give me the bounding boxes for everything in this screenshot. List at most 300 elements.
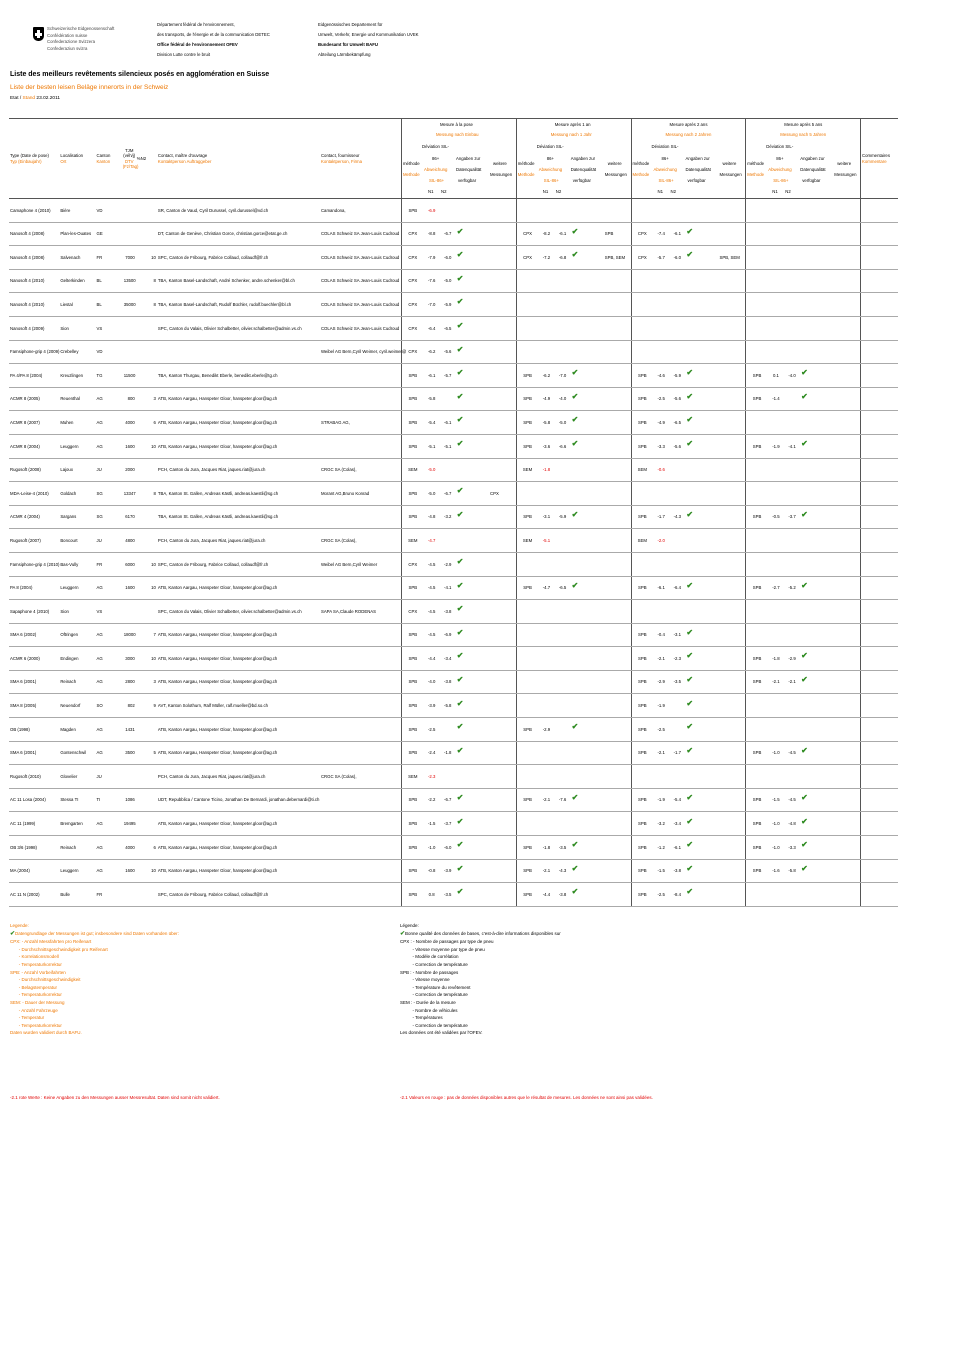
col-location: Localisation Ort xyxy=(59,119,95,199)
cell-quality xyxy=(685,576,718,600)
table-row xyxy=(9,576,898,600)
cell-further xyxy=(833,765,860,789)
cell-n1: -1.9 xyxy=(653,694,669,718)
cell-further xyxy=(604,316,631,340)
cell-method: SPB xyxy=(401,718,423,742)
col-tjm: TJM (véh/j) DTV (Fz/Tag) xyxy=(123,119,136,199)
cell-n2: -6.5 xyxy=(554,576,570,600)
cell-quality xyxy=(800,340,833,364)
cell-method: SPB xyxy=(401,883,423,907)
cell-method xyxy=(746,623,768,647)
data-quality-label: Angaben zur xyxy=(800,156,825,161)
cell-n2 xyxy=(669,718,685,742)
cell-method: SPB xyxy=(631,859,653,883)
cell-quality xyxy=(571,741,604,765)
cell-pn2 xyxy=(136,718,157,742)
cell-contact-supplier xyxy=(320,859,402,883)
cell-n2: -4.3 xyxy=(554,859,570,883)
cell-quality xyxy=(800,765,833,789)
cell-n2: -4.1 xyxy=(440,576,456,600)
cell-canton: TI xyxy=(96,788,123,812)
cell-method xyxy=(631,482,653,506)
cell-canton: VS xyxy=(96,316,123,340)
cell-contact: ATB, Kanton Aargau, Hanspeter Gloor, hanspeter.gloor@ag.ch xyxy=(157,411,320,435)
cell-method xyxy=(516,340,538,364)
cell-quality xyxy=(456,199,489,223)
cell-method xyxy=(631,293,653,317)
cell-contact: TBA, Kanton Basel-Landschaft, André Schenker, andre.schenker@bl.ch xyxy=(157,269,320,293)
legend-line: - Durchschnittsgeschwindigkeit xyxy=(10,977,81,983)
cell-further xyxy=(833,647,860,671)
cell-n1 xyxy=(538,340,554,364)
cell-further xyxy=(489,505,516,529)
cell-n1 xyxy=(768,694,784,718)
cell-contact-supplier xyxy=(320,788,402,812)
cell-further xyxy=(489,670,516,694)
cell-method: SPB xyxy=(401,364,423,388)
cell-further xyxy=(719,576,746,600)
cell-n1 xyxy=(653,293,669,317)
cell-contact-supplier: COLAS Schweiz SA Jean-Louis Cudroud xyxy=(320,246,402,270)
cell-type: Nanosoft 4 (2008) xyxy=(9,222,59,246)
cell-quality xyxy=(456,411,489,435)
cell-n2 xyxy=(554,765,570,789)
cell-n1: -4.8 xyxy=(424,505,440,529)
cell-method: SPB xyxy=(401,576,423,600)
check-icon: ✔ xyxy=(400,930,406,937)
cell-further xyxy=(489,623,516,647)
cell-n2 xyxy=(784,340,800,364)
cell-method: SEM xyxy=(401,765,423,789)
cell-location: Muhen xyxy=(59,411,95,435)
cell-n1: -1.5 xyxy=(653,859,669,883)
cell-n2 xyxy=(784,269,800,293)
cell-quality xyxy=(685,718,718,742)
check-icon: ✔ xyxy=(686,439,694,449)
cell-n2 xyxy=(784,718,800,742)
cell-comment xyxy=(861,246,898,270)
cell-further xyxy=(604,788,631,812)
group-1 xyxy=(516,119,631,199)
cell-further xyxy=(489,718,516,742)
cell-further xyxy=(489,316,516,340)
cell-quality xyxy=(800,647,833,671)
cell-quality xyxy=(800,741,833,765)
check-icon: ✔ xyxy=(686,840,694,850)
n1-label: N1 xyxy=(657,189,663,194)
cell-n2 xyxy=(669,316,685,340)
swiss-cross-icon xyxy=(33,27,44,41)
cell-tjm xyxy=(123,883,136,907)
cell-further xyxy=(833,788,860,812)
legend-line: - Températures xyxy=(400,1015,443,1021)
cell-type: ACMR 6 (2000) xyxy=(9,647,59,671)
check-icon: ✔ xyxy=(10,930,16,937)
cell-canton: AG xyxy=(96,647,123,671)
cell-quality xyxy=(456,316,489,340)
cell-n2: -6.7 xyxy=(440,788,456,812)
cell-type: AC 11 (1999) xyxy=(9,812,59,836)
cell-comment xyxy=(861,623,898,647)
cell-method: CPX xyxy=(401,269,423,293)
cell-method: SEM xyxy=(516,458,538,482)
cell-further xyxy=(833,246,860,270)
cell-n2 xyxy=(784,246,800,270)
check-icon: ✔ xyxy=(571,250,579,260)
cell-pn2 xyxy=(136,529,157,553)
cell-n1 xyxy=(653,269,669,293)
cell-further xyxy=(489,576,516,600)
cell-quality xyxy=(571,340,604,364)
group-title-fr: Mesure après 5 ans xyxy=(784,122,823,127)
legend-line: - Correction de température xyxy=(400,961,468,967)
legend-line: - Vitesse moyenne par type de pneu xyxy=(400,946,485,952)
cell-n1: -1.9 xyxy=(768,434,784,458)
cell-canton: AG xyxy=(96,859,123,883)
cell-comment xyxy=(861,364,898,388)
cell-contact-supplier xyxy=(320,836,402,860)
cell-n2: -6.0 xyxy=(440,246,456,270)
cell-n1: -0.8 xyxy=(424,859,440,883)
cell-n2: -5.1 xyxy=(440,434,456,458)
sil86-label: 86+ xyxy=(431,156,440,161)
cell-quality xyxy=(685,859,718,883)
cell-further xyxy=(719,340,746,364)
cell-method xyxy=(631,199,653,223)
cell-further: SPB, SEM xyxy=(604,246,631,270)
cell-n1: -2.1 xyxy=(538,859,554,883)
cell-n2: -5.9 xyxy=(554,505,570,529)
cell-canton: AG xyxy=(96,836,123,860)
cell-quality xyxy=(685,199,718,223)
cell-method xyxy=(746,552,768,576)
cell-method xyxy=(516,316,538,340)
cell-n1: 0.8 xyxy=(424,883,440,907)
cell-further: SPB, SEM xyxy=(719,246,746,270)
cell-n1 xyxy=(653,340,669,364)
cell-n1: -7.6 xyxy=(424,269,440,293)
cell-further xyxy=(604,387,631,411)
cell-n1 xyxy=(768,293,784,317)
check-icon: ✔ xyxy=(571,792,579,802)
check-icon: ✔ xyxy=(456,863,464,873)
sil86-label-de: SIL-86+ xyxy=(428,178,445,183)
data-quality-label: Angaben zur xyxy=(685,156,710,161)
cell-further xyxy=(604,859,631,883)
cell-further xyxy=(833,316,860,340)
cell-n2 xyxy=(669,694,685,718)
cell-canton: AG xyxy=(96,576,123,600)
cell-type: MDA-Leise-4 (2010) xyxy=(9,482,59,506)
cell-comment xyxy=(861,293,898,317)
cell-n2 xyxy=(554,316,570,340)
cell-n1: -7.0 xyxy=(424,293,440,317)
cell-further xyxy=(489,293,516,317)
cell-n1: -2.5 xyxy=(653,387,669,411)
table-row xyxy=(9,269,898,293)
cell-pn2: 3 xyxy=(136,670,157,694)
cell-quality xyxy=(571,718,604,742)
cell-further xyxy=(833,552,860,576)
check-icon: ✔ xyxy=(686,722,694,732)
cell-comment xyxy=(861,505,898,529)
cell-n1: -5.1 xyxy=(424,434,440,458)
cell-further xyxy=(604,670,631,694)
cell-comment xyxy=(861,788,898,812)
cell-method: SPB xyxy=(631,505,653,529)
cell-pn2 xyxy=(136,883,157,907)
data-quality-label: Angaben zur xyxy=(570,156,596,161)
legend-line: SPB : - Nombre de passages xyxy=(400,969,459,975)
cell-further xyxy=(833,293,860,317)
cell-n1 xyxy=(538,765,554,789)
method-label-de: Methode xyxy=(517,172,535,177)
cell-pn2 xyxy=(136,505,157,529)
cell-contact: ATB, Kanton Aargau, Hanspeter Gloor, hanspeter.gloor@ag.ch xyxy=(157,623,320,647)
table-row xyxy=(9,883,898,907)
cell-n1: -2.1 xyxy=(538,788,554,812)
cell-further xyxy=(604,765,631,789)
cell-comment xyxy=(861,859,898,883)
cell-n2 xyxy=(784,694,800,718)
cell-n1 xyxy=(768,883,784,907)
cell-pn2: 5 xyxy=(136,741,157,765)
cell-n1 xyxy=(768,600,784,624)
cell-type: Rugosoft (2010) xyxy=(9,765,59,789)
cell-n2: -4.3 xyxy=(669,505,685,529)
cell-quality xyxy=(800,387,833,411)
cell-pn2: 10 xyxy=(136,647,157,671)
cell-further xyxy=(604,883,631,907)
check-icon: ✔ xyxy=(456,698,464,708)
cell-canton: AG xyxy=(96,670,123,694)
cell-contact-supplier xyxy=(320,670,402,694)
cell-quality xyxy=(685,364,718,388)
check-icon: ✔ xyxy=(686,368,694,378)
cell-location: Reinach xyxy=(59,836,95,860)
cell-quality xyxy=(800,364,833,388)
cell-n2: -4.8 xyxy=(784,812,800,836)
cell-n2: -4.0 xyxy=(784,364,800,388)
department-de: Eidgenössisches Departement für Umwelt, Verkehr, Energie und Kommunikation UVEK Bundesamt für Umwelt BAFU Abteilung Lärmbekämpfung xyxy=(318,22,419,57)
legend-line: - Correction de température xyxy=(400,1022,468,1028)
cell-n1 xyxy=(538,670,554,694)
table-row xyxy=(9,552,898,576)
cell-n2: -3.1 xyxy=(669,623,685,647)
cell-quality xyxy=(571,316,604,340)
cell-n2: -6.9 xyxy=(440,623,456,647)
deviation-label-de: Abweichung xyxy=(538,167,563,172)
check-icon: ✔ xyxy=(571,840,579,850)
cell-canton: BL xyxy=(96,269,123,293)
legend-de: Legende: ✔Datengrundlage der Messungen ist gut; insbesondere sind Daten vorhanden über: CPX: - Anzahl Messfahrten pro Reifenart - Durchschnittsgeschwindigkeit pro Reifenart - Korrelationsmodell - Temperaturkorrektur SPB: - Anzahl Vorbeifahrten - Durchschnittsgeschwindigkeit - Belagstemperatur - Temperaturkorrektur SEM: - Dauer der Messung - Anzahl Fahrzeuge - Temperatur - Temperaturkorrektur Daten wurden validiert durch BAFU. xyxy=(10,923,179,1036)
cell-further xyxy=(719,434,746,458)
legend-fr: Légende: ✔Bonne qualité des données de bases, c'est-à-dire informations disponibles sur CPX : - Nombre de passages par type de pneu - Vitesse moyenne par type de pneu - Modèle de corrélation - Correction de température SPB : - Nombre de passages - Vitesse moyenne - Température du revêtement - Correction de température SEM : - Durée de la mesure - Nombre de véhicules - Températures - Correction de température Les données ont été validées par l'OFEV. xyxy=(400,923,561,1036)
cell-method: CPX xyxy=(401,316,423,340)
cell-contact-supplier xyxy=(320,741,402,765)
cell-n1 xyxy=(653,552,669,576)
check-icon: ✔ xyxy=(801,840,808,850)
cell-contact-supplier: Morant AG,Bruno Konrad xyxy=(320,482,402,506)
cell-n1: -5.4 xyxy=(424,411,440,435)
cell-n1: -1.8 xyxy=(768,647,784,671)
cell-location: Reuenthal xyxy=(59,387,95,411)
method-label-de: Methode xyxy=(632,172,650,177)
cell-quality xyxy=(800,293,833,317)
cell-further xyxy=(489,552,516,576)
department-fr: Département fédéral de l'environnement, des transports, de l'énergie et de la communication DETEC Office fédéral de l'environnement OFEV Division Lutte contre le bruit xyxy=(157,22,270,57)
cell-contact-supplier: COLAS Schweiz SA Jean-Louis Cudroud xyxy=(320,293,402,317)
cell-further xyxy=(604,482,631,506)
data-quality-label: verfügbar xyxy=(802,178,821,183)
cell-tjm xyxy=(123,316,136,340)
cell-further xyxy=(489,600,516,624)
legend-line: - Anzahl Fahrzeuge xyxy=(10,1007,58,1013)
cell-further xyxy=(833,623,860,647)
cell-further xyxy=(833,434,860,458)
cell-quality xyxy=(456,529,489,553)
cell-n1: -1.0 xyxy=(768,836,784,860)
cell-contact: PCH, Canton du Jura, Jacques Riat, jaques.riat@jura.ch xyxy=(157,458,320,482)
cell-n1: -3.9 xyxy=(424,694,440,718)
cell-n1: -4.5 xyxy=(424,576,440,600)
cell-method: SPB xyxy=(401,505,423,529)
check-icon: ✔ xyxy=(686,745,694,755)
cell-pn2: 10 xyxy=(136,434,157,458)
cell-further xyxy=(833,670,860,694)
cell-n2 xyxy=(554,269,570,293)
cell-method xyxy=(746,316,768,340)
cell-pn2 xyxy=(136,340,157,364)
check-icon: ✔ xyxy=(456,651,464,661)
cell-method xyxy=(516,293,538,317)
cell-n1: -0.4 xyxy=(653,623,669,647)
table-row xyxy=(9,364,898,388)
cell-contact-supplier: STRABAG AG, xyxy=(320,411,402,435)
cell-location: Bière xyxy=(59,199,95,223)
check-icon: ✔ xyxy=(686,887,694,897)
cell-n1: -4.7 xyxy=(538,576,554,600)
legend-line: - Temperaturkorrektur xyxy=(10,961,62,967)
cell-n1: -1.8 xyxy=(538,458,554,482)
cell-further xyxy=(719,293,746,317)
cell-contact: SPC, Canton du Valais, Olivier Schalbetter, olivier.schalbetter@admin.vs.ch xyxy=(157,316,320,340)
cell-contact xyxy=(157,340,320,364)
cell-n2: -6.1 xyxy=(440,411,456,435)
cell-location: Bulle xyxy=(59,883,95,907)
cell-n1: -2.1 xyxy=(653,741,669,765)
cell-n2: -6.1 xyxy=(554,222,570,246)
cell-quality xyxy=(685,505,718,529)
cell-location: Bas-Vully xyxy=(59,552,95,576)
cell-quality xyxy=(685,458,718,482)
check-icon: ✔ xyxy=(456,745,464,755)
cell-quality xyxy=(456,694,489,718)
data-quality-label: Datenqualität xyxy=(685,167,711,172)
cell-location: Reinach xyxy=(59,670,95,694)
cell-n1: -2.1 xyxy=(768,670,784,694)
cell-n1: -4.5 xyxy=(424,623,440,647)
cell-tjm: 1431 xyxy=(123,718,136,742)
cell-further xyxy=(719,812,746,836)
check-icon: ✔ xyxy=(456,792,464,802)
table-row xyxy=(9,812,898,836)
cell-method xyxy=(746,600,768,624)
sil86-label-de: SIL-86+ xyxy=(658,178,674,183)
cell-n1 xyxy=(768,222,784,246)
cell-contact: PCH, Canton du Jura, Jacques Riat, jaques.riat@jura.ch xyxy=(157,529,320,553)
cell-n2 xyxy=(784,411,800,435)
cell-further xyxy=(489,812,516,836)
check-icon: ✔ xyxy=(686,627,694,637)
cell-quality xyxy=(456,458,489,482)
check-icon: ✔ xyxy=(686,580,694,590)
cell-n1: -1.9 xyxy=(653,788,669,812)
surfaces-table xyxy=(9,118,898,907)
cell-tjm: 4800 xyxy=(123,529,136,553)
table-row xyxy=(9,434,898,458)
cell-n2: -5.4 xyxy=(669,788,685,812)
cell-n1: -4.0 xyxy=(424,670,440,694)
further-measurements-label: Messungen xyxy=(604,172,627,177)
cell-further xyxy=(489,458,516,482)
cell-comment xyxy=(861,529,898,553)
check-icon: ✔ xyxy=(686,792,694,802)
cell-n1: -3.3 xyxy=(653,434,669,458)
cell-n1: -1.5 xyxy=(768,788,784,812)
cell-pn2: 10 xyxy=(136,859,157,883)
cell-pn2: 8 xyxy=(136,269,157,293)
cell-n2: -3.8 xyxy=(440,670,456,694)
cell-tjm: 11500 xyxy=(123,364,136,388)
cell-method xyxy=(631,269,653,293)
cell-further xyxy=(833,741,860,765)
cell-n2: -5.9 xyxy=(669,364,685,388)
cell-quality xyxy=(571,222,604,246)
cell-method xyxy=(746,199,768,223)
check-icon: ✔ xyxy=(571,722,579,732)
cell-further xyxy=(719,670,746,694)
cell-n2 xyxy=(669,458,685,482)
cell-n2: -5.2 xyxy=(784,576,800,600)
cell-n1 xyxy=(653,765,669,789)
cell-further xyxy=(719,505,746,529)
cell-quality xyxy=(800,316,833,340)
cell-quality xyxy=(571,623,604,647)
cell-method: SPB xyxy=(516,576,538,600)
group-0 xyxy=(401,119,516,199)
cell-n2 xyxy=(784,316,800,340)
cell-quality xyxy=(685,694,718,718)
cell-location: Leuggern xyxy=(59,576,95,600)
cell-pn2: 10 xyxy=(136,576,157,600)
cell-tjm xyxy=(123,600,136,624)
legend-line: - Température du revêtement xyxy=(400,984,471,990)
cell-contact-supplier: COLAS Schweiz SA Jean-Louis Cudroud xyxy=(320,316,402,340)
cell-contact: ATB, Kanton Aargau, Hanspeter Gloor, hanspeter.gloor@ag.ch xyxy=(157,387,320,411)
cell-quality xyxy=(456,670,489,694)
cell-contact: ATB, Kanton Aargau, Hanspeter Gloor, hanspeter.gloor@ag.ch xyxy=(157,859,320,883)
cell-n1: -5.0 xyxy=(424,482,440,506)
cell-method: SPB xyxy=(401,482,423,506)
cell-contact: DT, Canton de Genève, Christian Gorce, christian.gorce@etat.ge.ch xyxy=(157,222,320,246)
cell-location: Endingen xyxy=(59,647,95,671)
cell-comment xyxy=(861,718,898,742)
check-icon: ✔ xyxy=(456,273,464,283)
cell-n1 xyxy=(768,269,784,293)
cell-method xyxy=(631,316,653,340)
check-icon: ✔ xyxy=(456,250,464,260)
